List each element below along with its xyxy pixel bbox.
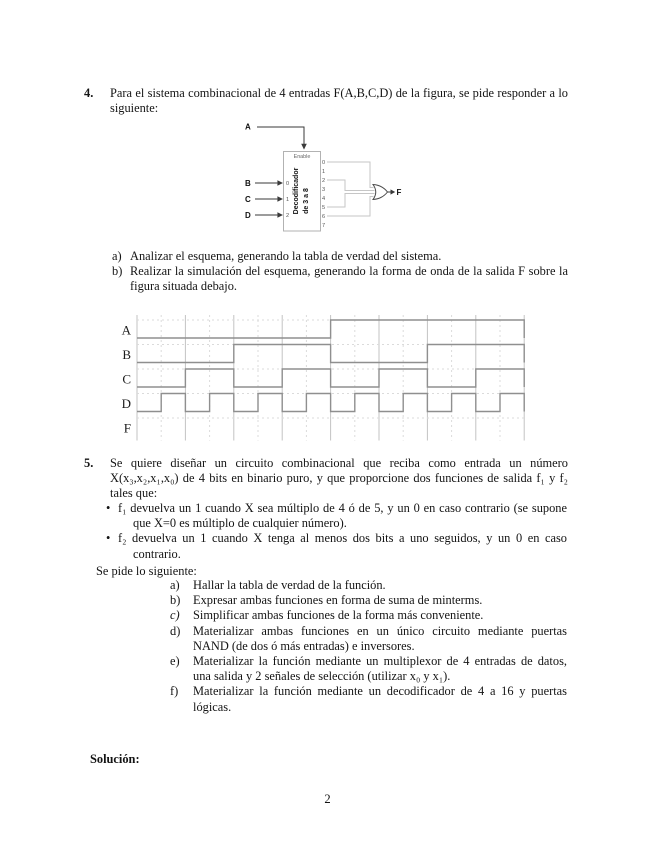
signal-label-D: D bbox=[121, 396, 131, 411]
arrowhead-enable bbox=[301, 144, 307, 150]
figure-input-d-label: D bbox=[245, 211, 251, 220]
question5-number: 5. bbox=[84, 456, 94, 470]
signal-label-A: A bbox=[121, 322, 131, 338]
item-marker: f) bbox=[170, 684, 179, 699]
decoder-input-port-0: 0 bbox=[285, 181, 290, 188]
timing-diagram bbox=[115, 305, 535, 447]
item-text: Hallar la tabla de verdad de la función. bbox=[193, 578, 386, 592]
item-marker: e) bbox=[170, 654, 180, 669]
item-marker: b) bbox=[112, 264, 123, 279]
waveform-D bbox=[137, 394, 524, 412]
figure-input-c-label: C bbox=[245, 195, 251, 204]
decoder-enable-label: Enable bbox=[293, 154, 311, 160]
task-item bbox=[170, 684, 567, 714]
item-marker: c) bbox=[170, 608, 180, 623]
signal-label-B: B bbox=[122, 347, 131, 362]
decoder-output-port-1: 1 bbox=[321, 169, 326, 176]
waveform-A bbox=[137, 320, 524, 338]
decoder-output-port-6: 6 bbox=[321, 214, 326, 221]
arrowhead-c bbox=[277, 196, 283, 202]
or-gate-icon bbox=[373, 185, 388, 200]
arrowhead-b bbox=[277, 180, 283, 186]
decoder-input-port-1: 1 bbox=[285, 197, 290, 204]
wire-output5-to-or bbox=[327, 194, 375, 208]
solution-heading: Solución: bbox=[90, 752, 140, 766]
decoder-output-port-0: 0 bbox=[321, 160, 326, 167]
decoder-circuit-figure bbox=[240, 118, 410, 240]
task-item bbox=[170, 578, 567, 593]
item-text: Realizar la simulación del esquema, generando la forma de onda de la salida F sobre la figura situada debajo. bbox=[130, 264, 568, 294]
decoder-output-port-3: 3 bbox=[321, 187, 326, 194]
list-item bbox=[112, 264, 568, 294]
decoder-output-port-2: 2 bbox=[321, 178, 326, 185]
waveform-B bbox=[137, 345, 524, 363]
bullet-item bbox=[106, 501, 567, 531]
signal-label-C: C bbox=[122, 371, 131, 387]
item-text: Expresar ambas funciones en forma de suma de minterms. bbox=[193, 593, 483, 608]
list-item bbox=[112, 249, 568, 264]
item-marker: a) bbox=[112, 249, 122, 263]
question5-text: Se quiere diseñar un circuito combinacional que reciba como entrada un número X(x₃,x₂,x₁,x₀) de 4 bits en binario puro, y que proporcione dos funciones de salida f₁ y f₂ tales que: bbox=[110, 456, 568, 501]
item-text: Materializar la función mediante un multiplexor de 4 entradas de datos, una salida y 2 señales de selección (utilizar x₀ y x₁). bbox=[193, 654, 567, 684]
decoder-title-line2: de 3 a 8 bbox=[303, 188, 310, 214]
task-item bbox=[170, 593, 567, 608]
decoder-output-port-7: 7 bbox=[321, 223, 326, 230]
question5-tasks bbox=[170, 578, 567, 715]
arrowhead-f bbox=[391, 189, 396, 194]
wire-output6-to-or bbox=[327, 197, 374, 217]
figure-input-b-label: B bbox=[245, 179, 251, 188]
waveform-C bbox=[137, 369, 524, 387]
signal-label-F: F bbox=[123, 420, 131, 436]
question5-bullets bbox=[106, 501, 567, 562]
decoder-output-port-4: 4 bbox=[321, 196, 326, 203]
decoder-title-line1: Decodificador bbox=[293, 167, 300, 215]
task-item bbox=[170, 608, 567, 623]
figure-input-a-label: A bbox=[245, 122, 251, 132]
task-item bbox=[170, 654, 567, 684]
item-text: Materializar la función mediante un decodificador de 4 a 16 y puertas lógicas. bbox=[193, 684, 567, 714]
decoder-input-port-2: 2 bbox=[285, 213, 290, 220]
item-text: Materializar ambas funciones en un único circuito mediante puertas NAND (de dos ó más entradas) e inversores. bbox=[193, 623, 567, 653]
item-text: Analizar el esquema, generando la tabla de verdad del sistema. bbox=[130, 249, 442, 263]
decoder-output-port-5: 5 bbox=[321, 205, 326, 212]
question4-subitems bbox=[112, 249, 568, 295]
task-item bbox=[170, 624, 567, 654]
wire-output2-to-or bbox=[327, 180, 375, 191]
bullet-item bbox=[106, 531, 567, 561]
question4-text: Para el sistema combinacional de 4 entradas F(A,B,C,D) de la figura, se pide responder a lo siguiente: bbox=[110, 86, 568, 116]
bullet-icon: • bbox=[106, 501, 111, 515]
bullet-text: f₁ devuelva un 1 cuando X sea múltiplo de 4 ó de 5, y un 0 en caso contrario (se supone que X=0 es múltiplo de cualquier número). bbox=[118, 501, 567, 531]
item-marker: a) bbox=[170, 578, 180, 592]
figure-output-f-label: F bbox=[396, 188, 402, 197]
item-marker: b) bbox=[170, 593, 181, 608]
request-intro: Se pide lo siguiente: bbox=[96, 564, 197, 578]
bullet-icon: • bbox=[106, 531, 111, 546]
wire-output0-to-or bbox=[327, 162, 374, 188]
bullet-text: f₂ devuelva un 1 cuando X tenga al menos dos bits a uno seguidos, y un 0 en caso contrario. bbox=[118, 531, 567, 561]
question4-number: 4. bbox=[84, 86, 94, 100]
arrowhead-d bbox=[277, 212, 283, 218]
wire-a-to-enable bbox=[257, 127, 304, 146]
item-marker: d) bbox=[170, 623, 181, 638]
item-text: Simplificar ambas funciones de la forma más conveniente. bbox=[193, 608, 484, 623]
page-number: 2 bbox=[324, 792, 331, 806]
